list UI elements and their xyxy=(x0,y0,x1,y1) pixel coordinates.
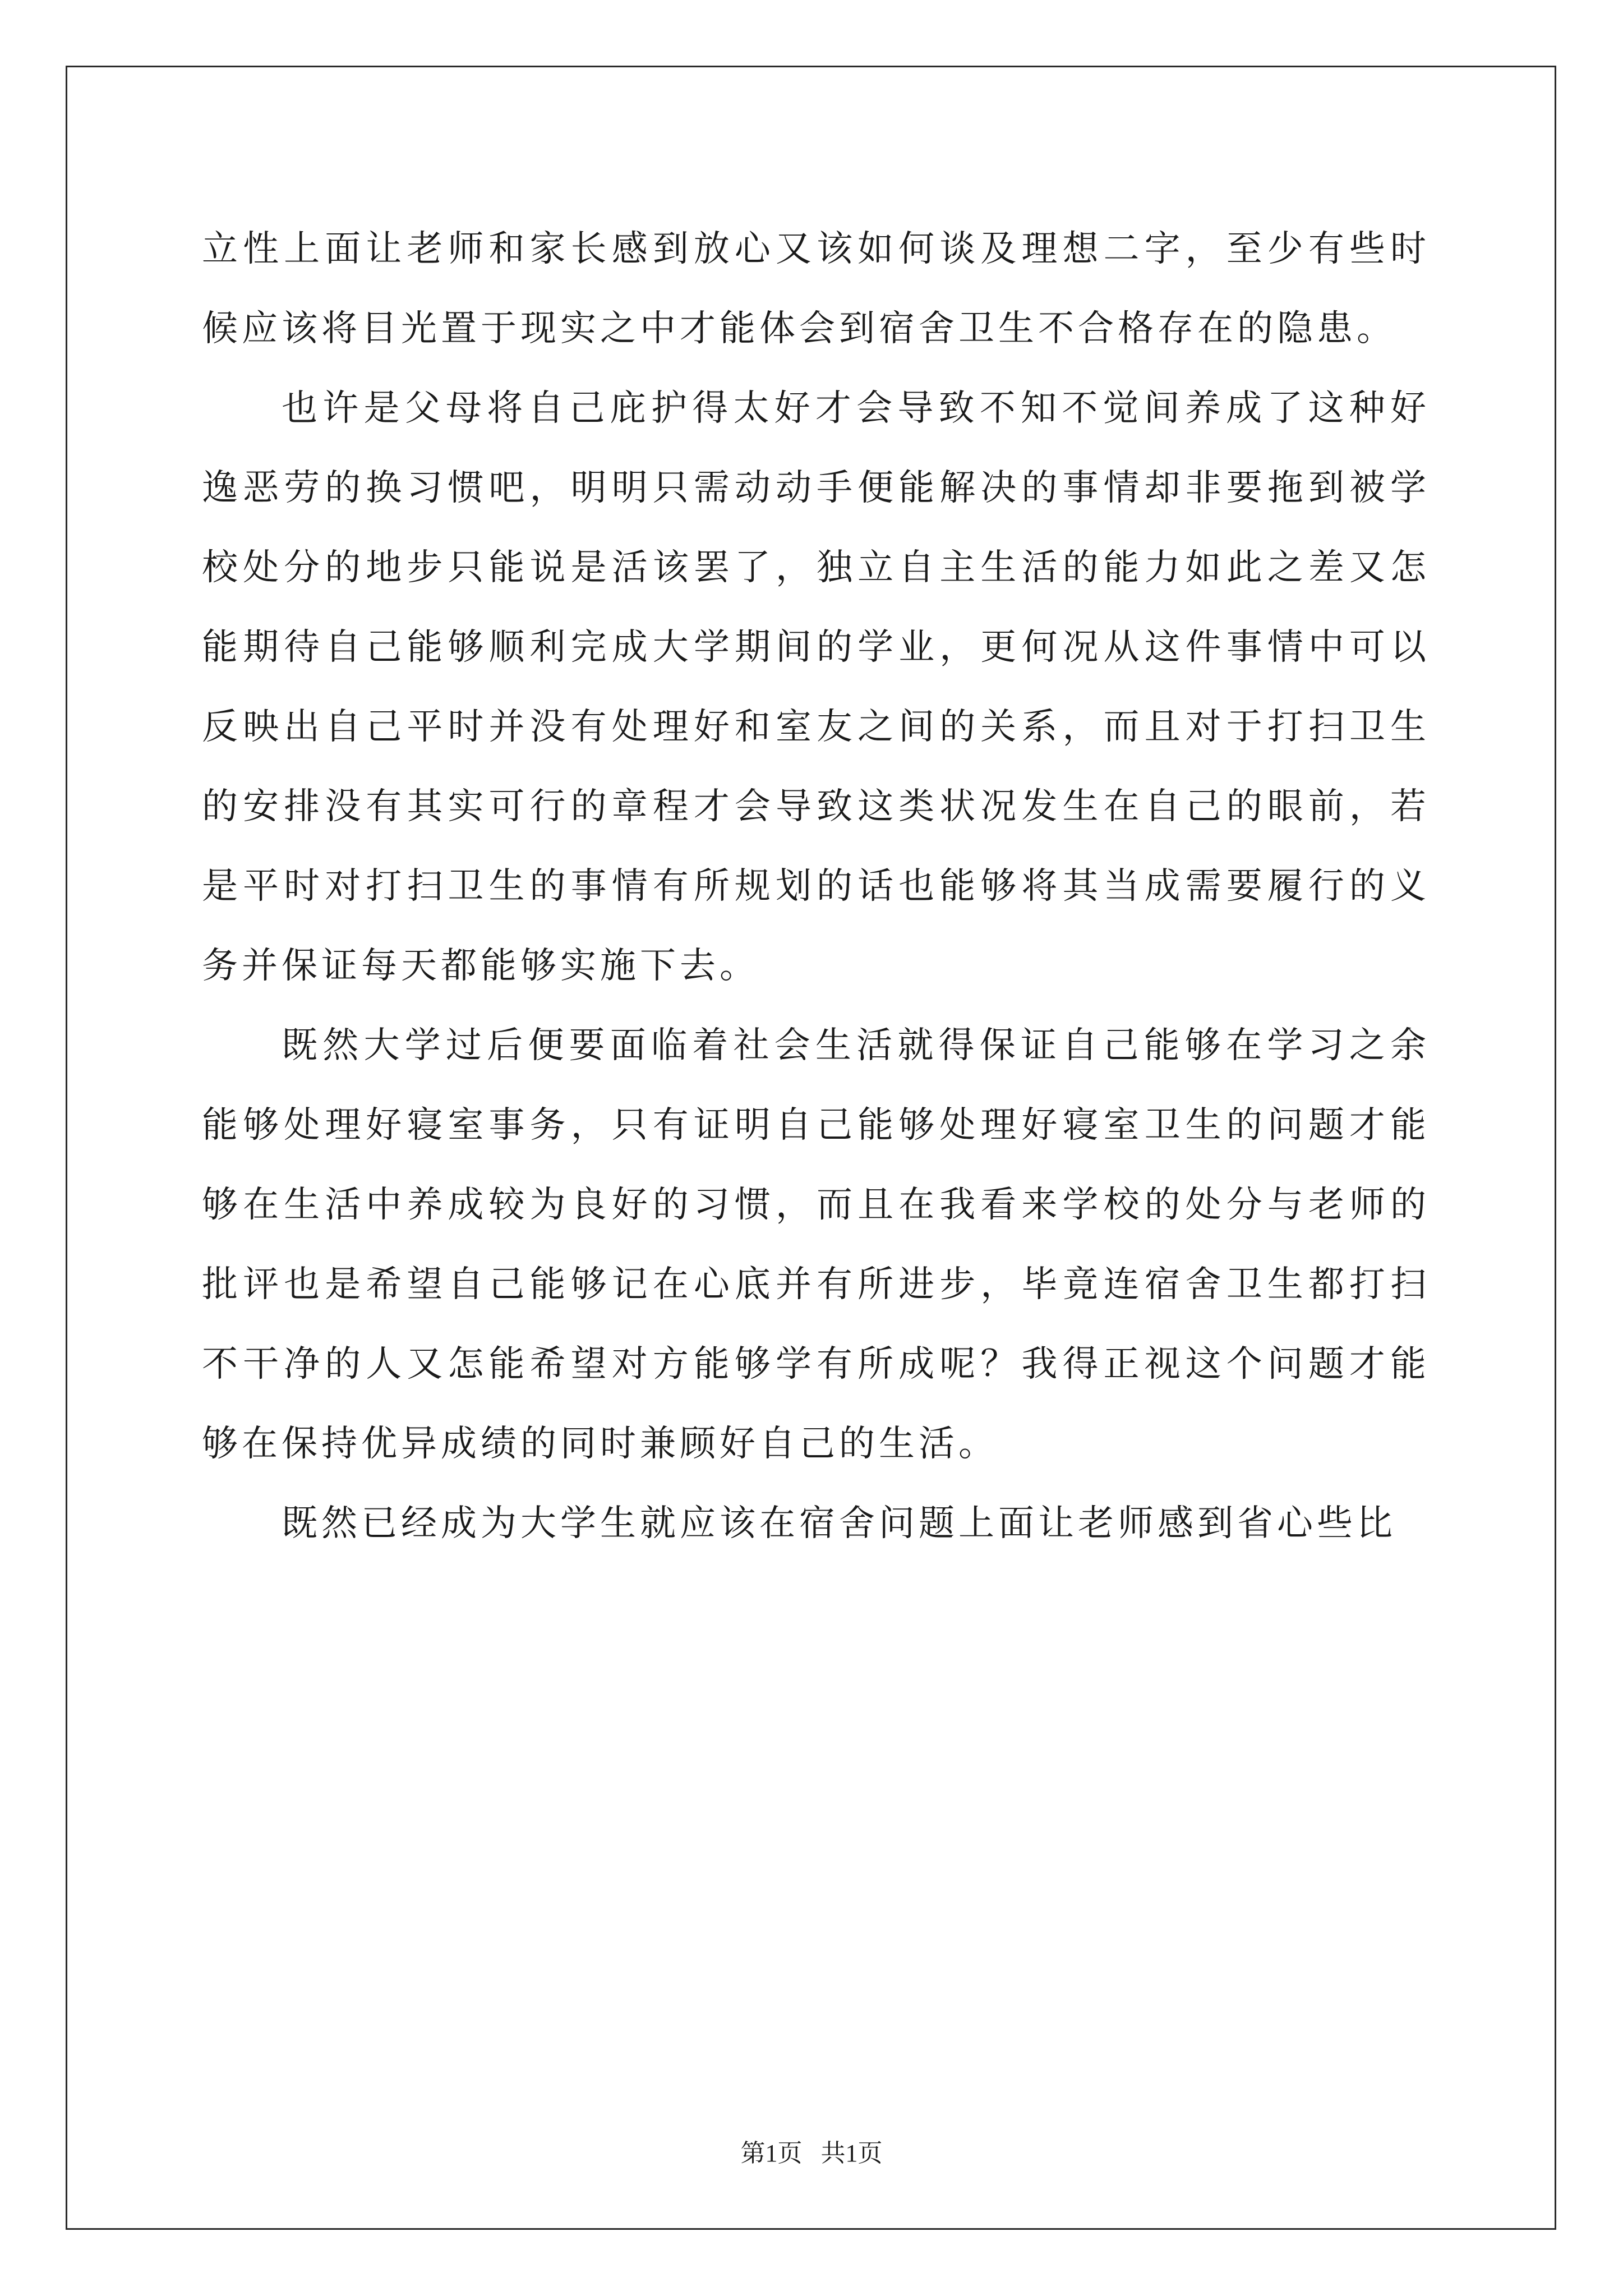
paragraph-4: 既然已经成为大学生就应该在宿舍问题上面让老师感到省心些比 xyxy=(282,1503,1396,1544)
paragraph-2: 也许是父母将自己庇护得太好才会导致不知不觉间养成了这种好逸恶劳的换习惯吧，明明只需动动手便能解决的事情却非要拖到被学校处分的地步只能说是活该罢了，独立自主生活的能力如此之差又怎能期待自己能够顺利完成大学期间的学业，更何况从这件事情中可以反映出自己平时并没有处理好和室友之间的关系，而且对于打扫卫生的安排没有其实可行的章程才会导致这类状况发生在自己的眼前，若是平时对打扫卫生的事情有所规划的话也能够将其当成需要履行的义务并保证每天都能够实施下去。 xyxy=(202,388,1430,987)
document-body xyxy=(202,209,1430,1563)
paragraph-3: 既然大学过后便要面临着社会生活就得保证自己能够在学习之余能够处理好寝室事务，只有证明自己能够处理好寝室卫生的问题才能够在生活中养成较为良好的习惯，而且在我看来学校的处分与老师的批评也是希望自己能够记在心底并有所进步，毕竟连宿舍卫生都打扫不干净的人又怎能希望对方能够学有所成呢？我得正视这个问题才能够在保持优异成绩的同时兼顾好自己的生活。 xyxy=(202,1025,1430,1465)
page-footer: 第1页 共1页 xyxy=(740,2139,883,2167)
paragraph-1: 立性上面让老师和家长感到放心又该如何谈及理想二字，至少有些时候应该将目光置于现实之中才能体会到宿舍卫生不合格存在的隐患。 xyxy=(202,228,1430,349)
